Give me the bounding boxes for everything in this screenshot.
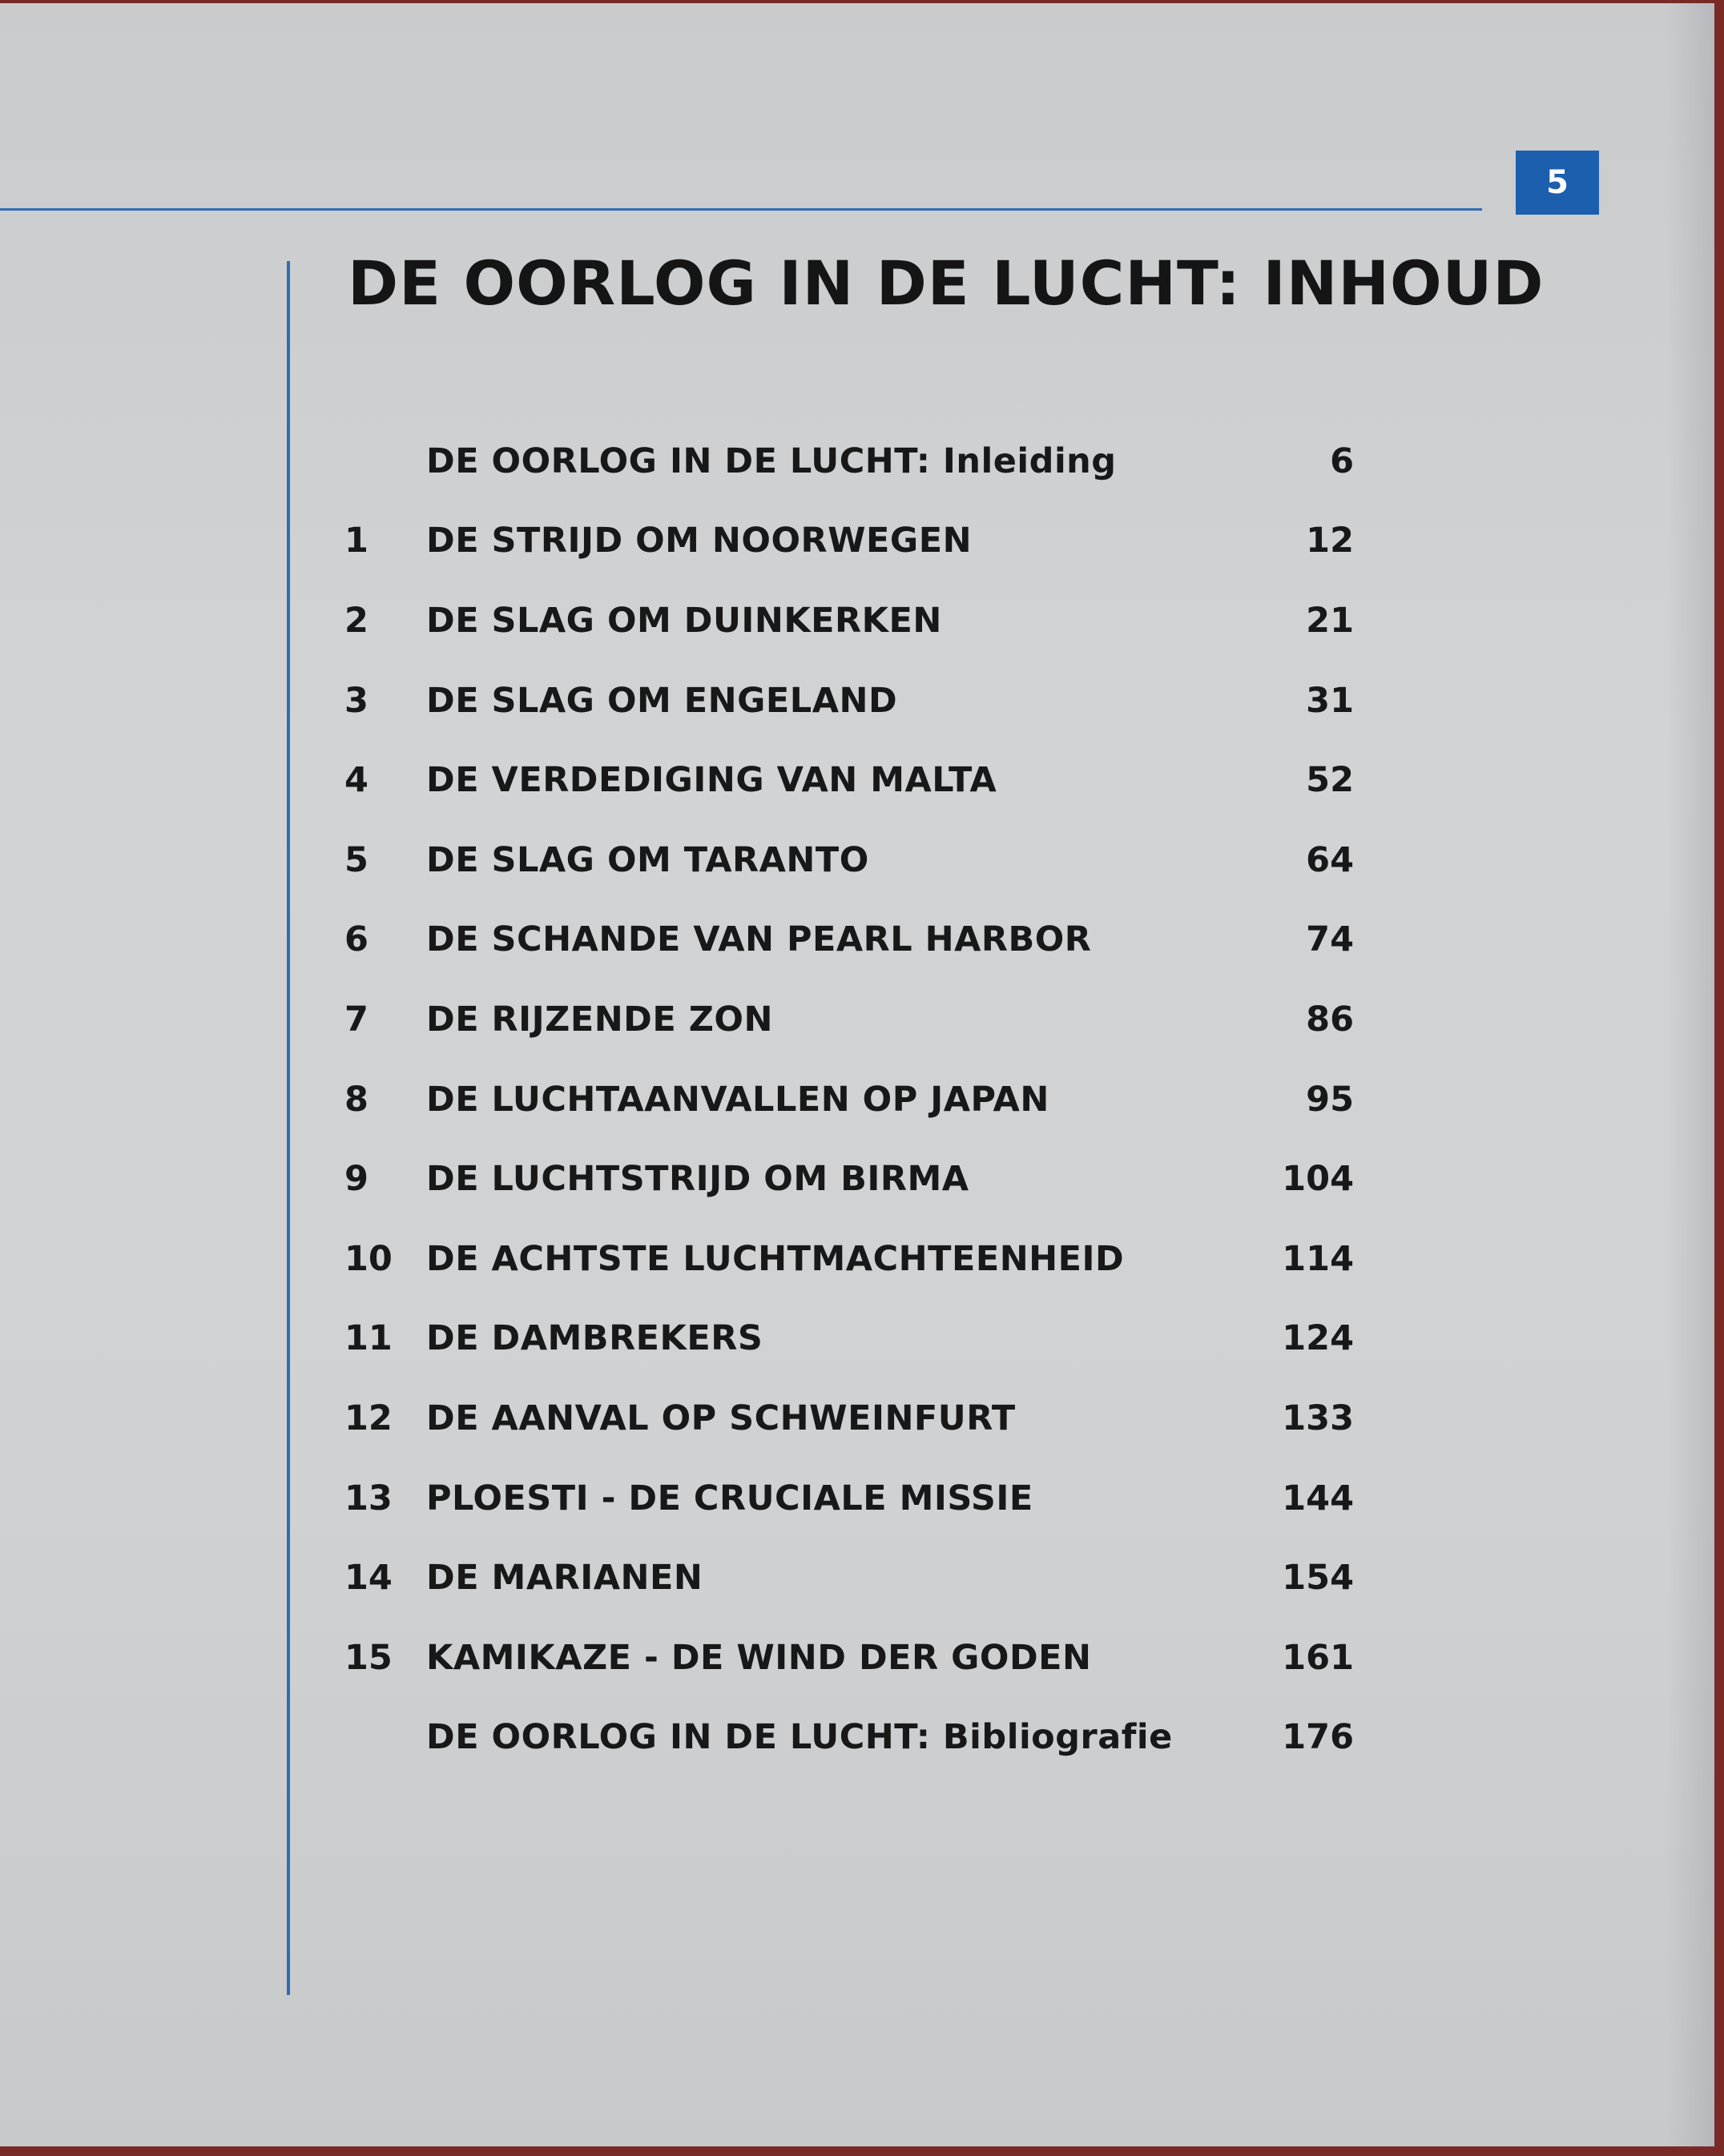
chapter-number: 9 xyxy=(344,1159,369,1200)
chapter-number: 15 xyxy=(344,1637,393,1678)
chapter-title: DE VERDEDIGING VAN MALTA xyxy=(426,760,997,801)
chapter-number: 7 xyxy=(344,999,369,1040)
toc-entry xyxy=(344,501,1354,581)
chapter-title: DE SCHANDE VAN PEARL HARBOR xyxy=(426,919,1092,960)
chapter-title: KAMIKAZE - DE WIND DER GODEN xyxy=(426,1637,1092,1678)
chapter-title: DE AANVAL OP SCHWEINFURT xyxy=(426,1398,1016,1438)
toc-entry xyxy=(344,1698,1354,1778)
chapter-page: 12 xyxy=(1306,521,1354,561)
chapter-title: DE LUCHTSTRIJD OM BIRMA xyxy=(426,1159,969,1200)
toc-entry xyxy=(344,1219,1354,1299)
toc-entry xyxy=(344,1060,1354,1140)
toc-entry xyxy=(344,820,1354,900)
chapter-number: 8 xyxy=(344,1079,369,1120)
chapter-number: 2 xyxy=(344,600,369,641)
toc-entry xyxy=(344,1299,1354,1379)
chapter-page: 124 xyxy=(1282,1318,1354,1359)
chapter-number: 13 xyxy=(344,1478,393,1518)
chapter-title: DE OORLOG IN DE LUCHT: Bibliografie xyxy=(426,1717,1173,1758)
margin-rule xyxy=(287,261,290,1995)
toc-entry xyxy=(344,1139,1354,1219)
chapter-title: DE SLAG OM TARANTO xyxy=(426,839,869,880)
chapter-page: 133 xyxy=(1282,1398,1354,1438)
chapter-title: DE OORLOG IN DE LUCHT: Inleiding xyxy=(426,440,1117,481)
chapter-number: 5 xyxy=(344,839,369,880)
chapter-page: 64 xyxy=(1306,839,1354,880)
chapter-page: 21 xyxy=(1306,600,1354,641)
toc-entry xyxy=(344,1538,1354,1618)
chapter-title: DE SLAG OM ENGELAND xyxy=(426,680,898,721)
chapter-page: 6 xyxy=(1330,440,1354,481)
toc-entry xyxy=(344,1458,1354,1539)
chapter-number: 11 xyxy=(344,1318,393,1359)
chapter-title: DE LUCHTAANVALLEN OP JAPAN xyxy=(426,1079,1049,1120)
chapter-page: 154 xyxy=(1282,1558,1354,1599)
toc-entry xyxy=(344,581,1354,661)
chapter-title: PLOESTI - DE CRUCIALE MISSIE xyxy=(426,1478,1033,1518)
chapter-title: DE SLAG OM DUINKERKEN xyxy=(426,600,942,641)
chapter-page: 104 xyxy=(1282,1159,1354,1200)
chapter-page: 114 xyxy=(1282,1238,1354,1279)
chapter-title: DE ACHTSTE LUCHTMACHTEENHEID xyxy=(426,1238,1125,1279)
chapter-page: 74 xyxy=(1306,919,1354,960)
chapter-number: 1 xyxy=(344,521,369,561)
chapter-page: 52 xyxy=(1306,760,1354,801)
toc-entry xyxy=(344,1618,1354,1698)
chapter-title: DE MARIANEN xyxy=(426,1558,703,1599)
toc-entry xyxy=(344,740,1354,820)
toc-entry xyxy=(344,421,1354,501)
chapter-number: 6 xyxy=(344,919,369,960)
chapter-page: 176 xyxy=(1282,1717,1354,1758)
chapter-page: 161 xyxy=(1282,1637,1354,1678)
toc-entry xyxy=(344,661,1354,741)
chapter-page: 86 xyxy=(1306,999,1354,1040)
chapter-title: DE RIJZENDE ZON xyxy=(426,999,773,1040)
chapter-number: 4 xyxy=(344,760,369,801)
header-rule xyxy=(0,208,1482,211)
toc-entry xyxy=(344,979,1354,1060)
book-page xyxy=(0,3,1714,2146)
chapter-number: 12 xyxy=(344,1398,393,1438)
toc-entry xyxy=(344,900,1354,980)
chapter-page: 144 xyxy=(1282,1478,1354,1518)
page-edge-shadow xyxy=(1666,3,1714,2146)
table-of-contents xyxy=(344,421,1354,1777)
chapter-title: DE DAMBREKERS xyxy=(426,1318,763,1359)
chapter-number: 10 xyxy=(344,1238,393,1279)
chapter-title: DE STRIJD OM NOORWEGEN xyxy=(426,521,973,561)
chapter-page: 95 xyxy=(1306,1079,1354,1120)
chapter-number: 14 xyxy=(344,1558,393,1599)
toc-entry xyxy=(344,1378,1354,1458)
chapter-number: 3 xyxy=(344,680,369,721)
page-number-badge: 5 xyxy=(1516,151,1599,215)
chapter-page: 31 xyxy=(1306,680,1354,721)
page-title: DE OORLOG IN DE LUCHT: INHOUD xyxy=(348,247,1545,319)
